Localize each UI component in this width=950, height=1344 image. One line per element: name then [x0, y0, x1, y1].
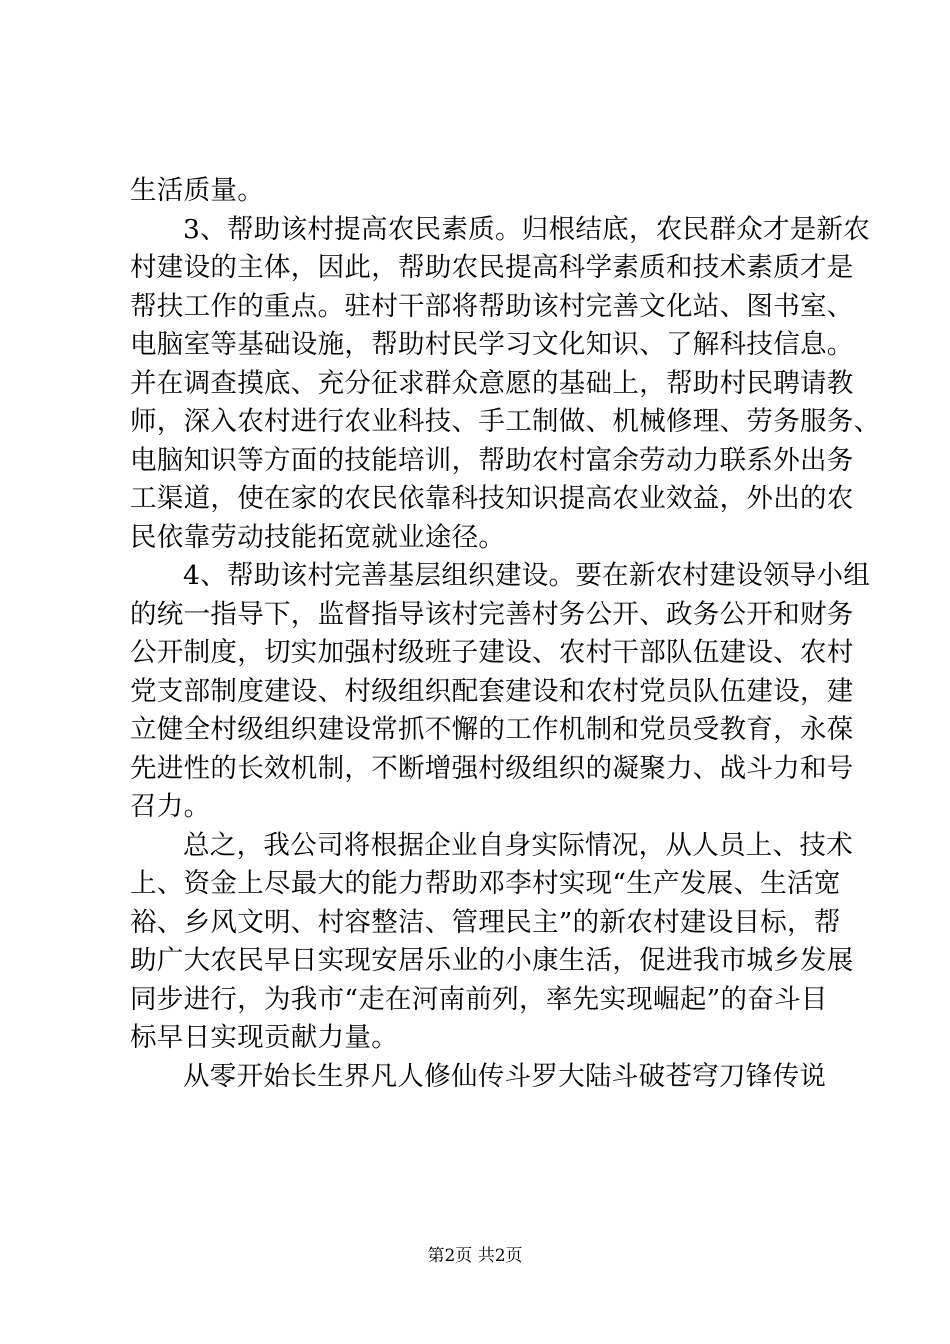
text-line: 工渠道，使在家的农民依靠科技知识提高农业效益，外出的农 — [130, 483, 854, 514]
text-line: 总之，我公司将根据企业自身实际情况，从人员上、技术 — [183, 829, 853, 861]
text-line: 立健全村级组织建设常抓不懈的工作机制和党员受教育，永葆 — [130, 714, 854, 745]
text-line: 的统一指导下，监督指导该村完善村务公开、政务公开和财务 — [130, 598, 854, 630]
text-line: 村建设的主体，因此，帮助农民提高科学素质和技术素质才是 — [130, 252, 854, 283]
page-number-footer: 第2页 共2页 — [427, 1246, 523, 1266]
text-line: 助广大农民早日实现安居乐业的小康生活，促进我市城乡发展 — [130, 945, 854, 976]
text-line: 标早日实现贡献力量。 — [130, 1022, 398, 1053]
text-line: 公开制度，切实加强村级班子建设、农村干部队伍建设、农村 — [130, 637, 854, 668]
text-line: 从零开始长生界凡人修仙传斗罗大陆斗破苍穹刀锋传说 — [183, 1060, 827, 1092]
document-body — [130, 172, 881, 1096]
text-line: 帮扶工作的重点。驻村干部将帮助该村完善文化站、图书室、 — [130, 290, 854, 322]
text-line: 同步进行，为我市“走在河南前列，率先实现崛起”的奋斗目 — [130, 983, 828, 1015]
text-line: 裕、乡风文明、村容整洁、管理民主”的新农村建设目标，帮 — [130, 906, 841, 938]
text-line: 召力。 — [130, 791, 211, 822]
text-line: 民依靠劳动技能拓宽就业途径。 — [130, 521, 506, 553]
text-line: 先进性的长效机制，不断增强村级组织的凝聚力、战斗力和号 — [130, 752, 854, 784]
text-line: 生活质量。 — [130, 175, 264, 206]
text-line: 上、资金上尽最大的能力帮助邓李村实现“生产发展、生活宽 — [130, 868, 841, 899]
text-line: 电脑室等基础设施，帮助村民学习文化知识、了解科技信息。 — [130, 329, 854, 360]
text-line: 电脑知识等方面的技能培训，帮助农村富余劳动力联系外出务 — [130, 444, 854, 476]
text-line: 师，深入农村进行农业科技、手工制做、机械修理、劳务服务、 — [130, 406, 881, 437]
text-line: 3、帮助该村提高农民素质。归根结底，农民群众才是新农 — [183, 213, 871, 245]
text-line: 党支部制度建设、村级组织配套建设和农村党员队伍建设，建 — [130, 675, 854, 707]
text-line: 4、帮助该村完善基层组织建设。要在新农村建设领导小组 — [183, 560, 871, 591]
text-line: 并在调查摸底、充分征求群众意愿的基础上，帮助村民聘请教 — [130, 367, 854, 399]
